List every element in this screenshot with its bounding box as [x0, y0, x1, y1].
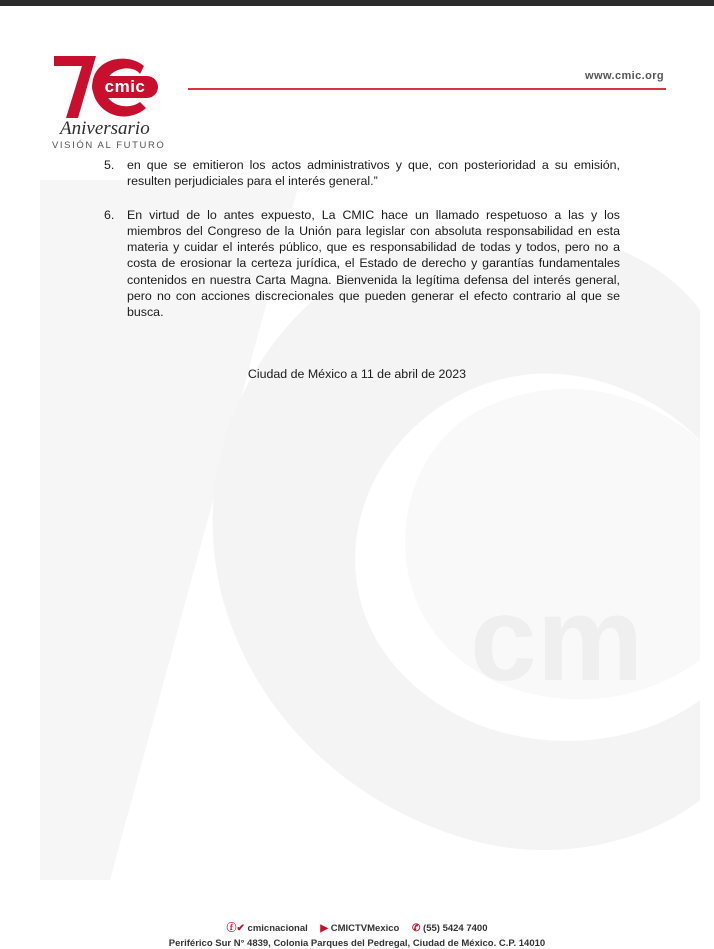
cmic-70-logo: [52, 52, 172, 152]
list-item-text: En virtud de lo antes expuesto, La CMIC hace un llamado respetuoso a las y los miembros del Congreso de la Unión para legislar con absoluta responsabilidad en esta materia y cuidar el interés público, que es responsabilidad de todas y todos, pero no a costa de erosionar la certeza jurídica, el Estado de derecho y garantías fundamentales contenidos en nuestra Carta Magna. Bienvenida la legítima defensa del interés general, pero no con acciones discrecionales que pueden generar el efecto contrario al que se busca.: [127, 207, 620, 320]
phone-number: (55) 5424 7400: [423, 923, 488, 934]
youtube-icon: ▶: [320, 923, 329, 934]
phone-group[interactable]: [412, 923, 487, 934]
facebook-icon: ⓕ: [226, 923, 237, 934]
list-item: [104, 157, 620, 190]
youtube-channel: CMICTVMexico: [330, 923, 400, 934]
list-item-text: en que se emitieron los actos administrativos y que, con posterioridad a su emisión, resulten perjudiciales para el interés general.”: [127, 158, 620, 189]
website-link[interactable]: www.cmic.org: [585, 70, 664, 82]
list-item-number: 6.: [104, 207, 115, 222]
list-item-number: 5.: [104, 158, 115, 172]
youtube-group[interactable]: [320, 923, 402, 934]
phone-icon: ✆: [412, 923, 421, 934]
svg-text:cm: cm: [470, 572, 644, 706]
header-divider: [188, 88, 666, 90]
list-item: [104, 207, 620, 321]
cmic-badge: cmic: [92, 76, 158, 98]
footer-contacts: [0, 919, 714, 934]
footer-address: Periférico Sur N° 4839, Colonia Parques del Pedregal, Ciudad de México. C.P. 14010: [168, 938, 546, 949]
twitter-icon: ✔: [236, 923, 245, 934]
date-line: Ciudad de México a 11 de abril de 2023: [247, 367, 467, 381]
social-group[interactable]: [227, 923, 311, 934]
logo-tagline: Aniversario: [60, 118, 150, 139]
top-bar: [0, 0, 714, 6]
social-handle: cmicnacional: [247, 923, 308, 934]
document-body: [104, 157, 620, 321]
logo-subtitle: VISIÓN AL FUTURO: [52, 140, 166, 151]
